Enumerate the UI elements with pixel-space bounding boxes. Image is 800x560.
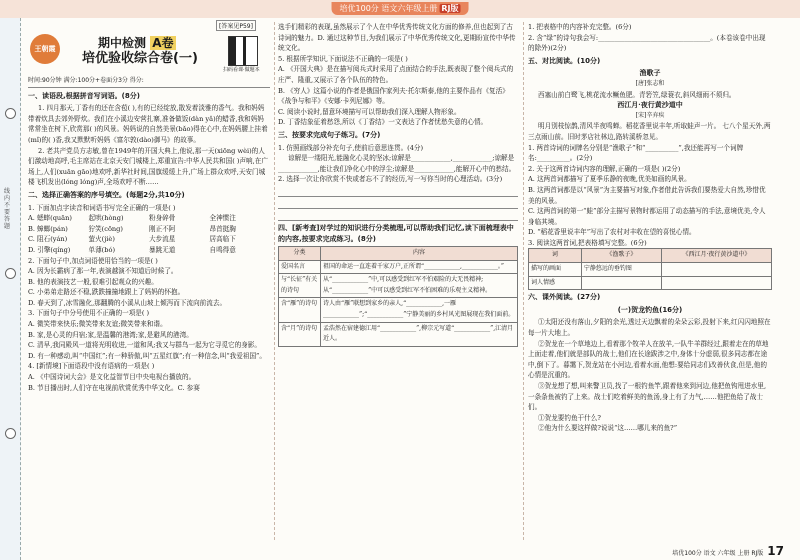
binding-ring (5, 268, 16, 279)
question-text: 2. 下面句子中,加点词语使用恰当的一项是( ) (28, 256, 158, 265)
answer-prompt: 谅解是一缕阳光,能融化心灵的坚冰;谅解是____________,____________;谅解是____________,能让我们净化心中的浮尘;谅解是____________,能解开心中的愁结。 (278, 154, 516, 173)
poem-text: 明月别枝惊鹊,清风半夜鸣蝉。稻花香里说丰年,听取蛙声一片。 七八个星天外,两三点雨山前。旧时茅店社林边,路转溪桥忽见。 (528, 122, 771, 141)
answer-line[interactable] (278, 210, 518, 221)
answer-ref: [答案见P59] (216, 20, 256, 31)
question-text: 1. 仿照画线部分补充句子,使前后意思连贯。(4分) (278, 143, 424, 152)
option-cell: 暴跳无道 (149, 245, 176, 254)
option-line: D. 春天到了,冰雪融化,那翻腾的小溪从山坡上倾泻而下流向前流去。 (28, 298, 227, 307)
table-cell: 描写的画面 (529, 263, 582, 277)
option-line: C. 清早,我同殿风一道将光明收进,一道和风;我又与群鸟一起为它寻觅它的身影。 (28, 341, 262, 350)
poem-author: [宋]辛弃疾 (635, 111, 665, 119)
question-text: 1. 下面加点字读音和词语书写完全正确的一项是( ) (28, 203, 176, 212)
option-line: C. 阅读小说时,留意环境描写可以帮助我们深入理解人物形象。 (278, 107, 461, 116)
band-label: 培优100分 语文六年级上册 RJ版 (332, 2, 469, 15)
option-line: C. 这两首词的第一“蛙”部分主描写景物时都运用了动态描写的手法,意境优美,令人身临其境。 (528, 207, 766, 226)
question-text: 3. 阅读这两首词,把表格填写完整。(6分) (528, 238, 647, 247)
exam-title: 期中检测 A卷 (98, 36, 174, 50)
option-cell: 刚正不阿 (149, 224, 176, 233)
question-text: 2. 老共产党员方志敏,曾在1949年的开国大典上,他说,那一天(xiōng wèi)的人们激动地高呼,毛主席站在北京天安门城楼上,郑重宣告:中华人民共和国( )声响,在广场上,人们(xuān gāo)地欢呼,新华社时间,国旗缓缓上升,广场上群众欢呼,天安门城楼飞机发出(lóng lóng)声,全场欢呼不断…… (28, 146, 268, 187)
option-line: D. “稻花香里说丰年”写出了农村对丰收在望的喜悦心情。 (528, 228, 696, 237)
question-text: ②他为什么要这样做?说说“这……哪儿来的鱼?” (538, 424, 678, 433)
table-cell: 含“月”的诗句 (279, 322, 321, 346)
section-heading: 四、[新考查]对学过的知识进行分类梳理,可以帮助我们记忆,读下面梳理表中的内容,按要求完成练习。(8分) (278, 223, 514, 243)
question-text: 2. 选择一次让你欣赏不快或者忘不了的经历,写一写你当时的心理活动。(3分) (278, 175, 503, 184)
table-header: 词 (529, 249, 582, 263)
table-cell: 与“长征”有关的诗句 (279, 274, 321, 298)
story-paragraph: ②贺龙在一个草地边上,看着那个牧羊人在放羊,一队牛羊群经过,跟着走在的草地上面走着,他们就是部队的战士,他们在长途跋涉之中,身体十分虚弱,很多同志都在途中,倒下了。暮霭下,贺龙站在小河边,看着水面,他想:要给同志们改善伙食,但是,他的心情是沉重的。 (528, 339, 769, 380)
table-cell[interactable] (581, 276, 661, 290)
option-line: A. 微笑带来快乐;微笑带来友谊;微笑带来和谐。 (28, 320, 167, 329)
brand-logo: 王朝霞 (30, 34, 60, 64)
page-number: 17 (767, 544, 784, 558)
table-cell[interactable]: 孟浩然在宿建德江用“____________”,柳宗元写道“____________”,江清月近人。 (321, 322, 518, 346)
option-cell: 全神惯注 (209, 214, 236, 223)
question-text: 5. 根据所学知识,下面说法不正确的一项是( ) (278, 54, 408, 63)
option-cell: A. 蟋蟀(quān) (28, 214, 72, 223)
table-header: 内容 (321, 247, 518, 261)
table-header: 《渔歌子》 (581, 249, 661, 263)
reading-title: (一)贺龙钓鱼(16分) (617, 305, 683, 314)
option-line: D. 丁香结象征着愁怨,所以《丁香结》一文表达了作者忧愁失意的心情。 (278, 118, 488, 127)
table-cell: 含“雁”的诗句 (279, 298, 321, 322)
story-paragraph: ③贺龙想了想,叫来警卫员,找了一根钓鱼竿,跟着他来到河边,他把鱼钩甩进水里,一条条鱼被钓了上来。战士们吃着鲜美的鱼汤,身上有了力气,……他把鱼给了战士们。 (528, 382, 767, 412)
option-cell: 起哄(hòng) (88, 214, 124, 223)
column-3 (528, 22, 772, 542)
question-text: 1. 四月那天,丁香有的还在含苞( ),有的已经绽放,散发着淡雅的香气。我和妈妈带着炊具去郊外野炊。我们在小溪边安营扎寨,准备做饭(dàn yǎ)的蜡香,我和妈妈常常坐在树下,欣赏那( )的风景。妈妈说的自然美景(bǎo)得在心中,在妈妈腰上挂着(mǐ)的( )香,我又默默听妈妈《富尔敦(dào)御马》的故事。 (28, 104, 268, 144)
question-text: 3. 下面句子中分号使用不正确的一项是( ) (28, 309, 150, 318)
option-cell: 萤火(jiè) (88, 235, 115, 244)
option-line: B. 家,是心灵的归宿;家,是温馨的港湾;家,是避风的港湾。 (28, 330, 193, 339)
table-row (279, 298, 518, 322)
option-line: B. 他的表演技艺一般,很难引起观众的兴趣。 (28, 277, 158, 286)
option-line: B. 《穷人》这篇小说的作者是俄国作家列夫·托尔斯泰,他的主要作品有《复活》《战争与和平》《安娜·卡列尼娜》等。 (278, 86, 509, 106)
option-line: A. 《中国诗词大会》是文化益智节目中央电视台播放的。 (28, 373, 196, 382)
section-heading: 六、课外阅读。(27分) (528, 293, 601, 302)
qr-caption: 扫码看课·做题本 (223, 67, 260, 73)
page-footer (672, 544, 784, 558)
table-cell[interactable]: 从“____________”中,可以感受到红军不怕艰险的大无畏精神;从“____________”中可以感受到红军不怕困难的乐观主义精神。 (321, 274, 518, 298)
table-row (279, 260, 518, 274)
answer-line[interactable] (278, 198, 518, 209)
table-row (279, 274, 518, 298)
option-line: B. 节目播出时,人们守在电视前欣赏优秀中华文化。C. 参赛 (28, 383, 200, 392)
poem-title: 渔歌子 (639, 68, 661, 78)
column-2 (278, 22, 518, 542)
section-heading: 二、选择正确答案的序号填空。(每题2分,共10分) (28, 190, 185, 199)
table-header: 分类 (279, 247, 321, 261)
question-text: 1. 把表格中的内容补充完整。(6分) (528, 23, 632, 31)
option-line: D. 有一种感动,叫“中国红”;有一种骄傲,叫“五星红旗”;有一种信念,叫“我爱祖国”。 (28, 351, 267, 360)
table-cell: 宁静悠远的垂钓图 (581, 263, 661, 277)
option-cell: B. 蟑螂(pán) (28, 224, 68, 233)
option-cell: C. 阻石(yán) (28, 235, 68, 244)
section-heading: 一、读语段,根据拼音写词语。(8分) (28, 91, 140, 100)
option-cell: 粉身碎骨 (149, 214, 176, 223)
table-cell[interactable] (661, 263, 771, 277)
option-grid (28, 213, 270, 255)
table-header: 《西江月·夜行黄沙道中》 (661, 249, 771, 263)
option-cell: 自鸣得意 (209, 245, 236, 254)
question-text: ①贺龙要钓鱼干什么? (538, 413, 601, 422)
section-heading: 三、按要求完成句子练习。(7分) (278, 130, 381, 139)
question-text: 4. [新情境]下面语段中没有语病的一项是( ) (28, 362, 155, 371)
exam-meta: 时间:90分钟 满分:100分+卷面分3分 得分: (28, 76, 270, 88)
table-cell[interactable] (661, 276, 771, 290)
table-cell[interactable]: 诗人由“雁”联想到家乡的亲人,“____________,一雁____________”;“____________”宁静美丽的乡村风光图展现在我们面前。 (321, 298, 518, 322)
table-cell: 词人情感 (529, 276, 582, 290)
table-cell: 爱国名言 (279, 260, 321, 274)
option-line: A. 这两首词都描写了夏季乐静的夜晚,优美如画的风景。 (528, 175, 691, 184)
compare-table (528, 248, 772, 290)
table-cell[interactable]: 祖国的命运一直连着千家万户,正所谓“____________,____________。” (321, 260, 518, 274)
qr-code-icon[interactable] (228, 36, 258, 66)
option-line: A. 《开国大典》是在描写阅兵式时采用了点面结合的手法,既表现了整个阅兵式的庄严、隆重,又展示了各个队伍的特色。 (278, 65, 514, 84)
option-cell: 昂首挺胸 (209, 224, 236, 233)
column-1 (28, 22, 270, 542)
poem-text: 西塞山前白鹭飞,桃花流水鳜鱼肥。青箬笠,绿蓑衣,斜风细雨不须归。 (538, 90, 736, 99)
top-band (0, 0, 800, 18)
option-cell: 居高临下 (209, 235, 236, 244)
question-text: 选手们精彩的表现,虽然展示了个人在中华优秀传统文化方面的修养,但也起到了古诗词的魅力。D. 通过这种节目,为我们展示了中华优秀传统文化,更期盼宣传中华传统文化。 (278, 23, 516, 53)
column-divider (274, 22, 275, 540)
question-text: 2. 含“绿”的诗句我会写:__________________________________。(本卷该卷中出现的除外)(2分) (528, 33, 766, 53)
question-text: 2. 关于这两首诗词内容的理解,正确的一项是( )(2分) (528, 164, 681, 173)
table-row (279, 322, 518, 346)
binding-ring (5, 428, 16, 439)
binding-ring (5, 108, 16, 119)
table-row (529, 276, 772, 290)
option-line: C. 小弟弟走路还不稳,跌跌撞撞地跟上了妈妈的怀抱。 (28, 288, 185, 297)
footer-text: 培优100分 语文 六年级 上册 RJ版 (672, 550, 764, 557)
option-line: A. 因为长霸病了那一年,表演越演不知道后时候了。 (28, 267, 178, 276)
answer-line[interactable] (278, 186, 518, 197)
option-line: B. 这两首词都是以“风景”为主要描写对象,作者借此告诉我们要热爱大自然,珍惜优美的风景。 (528, 185, 766, 205)
option-cell: 狞笑(cōng) (88, 224, 123, 233)
knowledge-table (278, 246, 518, 347)
vertical-note: 线内不要答题 (4, 188, 11, 230)
option-cell: 单薄(bó) (88, 245, 116, 254)
option-cell: 大步流星 (149, 235, 176, 244)
question-text: 1. 两首诗词的词牌名分别是“渔歌子”和“__________”,我还能再写一个词牌名:__________。(2分) (528, 143, 744, 163)
exam-header (28, 22, 270, 74)
poem-title: 西江月·夜行黄沙道中 (617, 100, 683, 110)
option-cell: D. 引擎(qíng) (28, 245, 71, 254)
section-heading: 五、对比阅读。(10分) (528, 56, 601, 65)
poem-author: [唐]张志和 (635, 79, 665, 87)
left-binding-strip (0, 18, 21, 560)
table-row (529, 263, 772, 277)
exam-subtitle: 培优验收综合卷(一) (82, 51, 198, 66)
column-divider (523, 22, 524, 540)
story-paragraph: ①太阳还没有落山,夕阳的余光,透过天边飘着的朵朵云彩,投射下来,红闪闪地照在每一片大地上。 (528, 318, 771, 338)
